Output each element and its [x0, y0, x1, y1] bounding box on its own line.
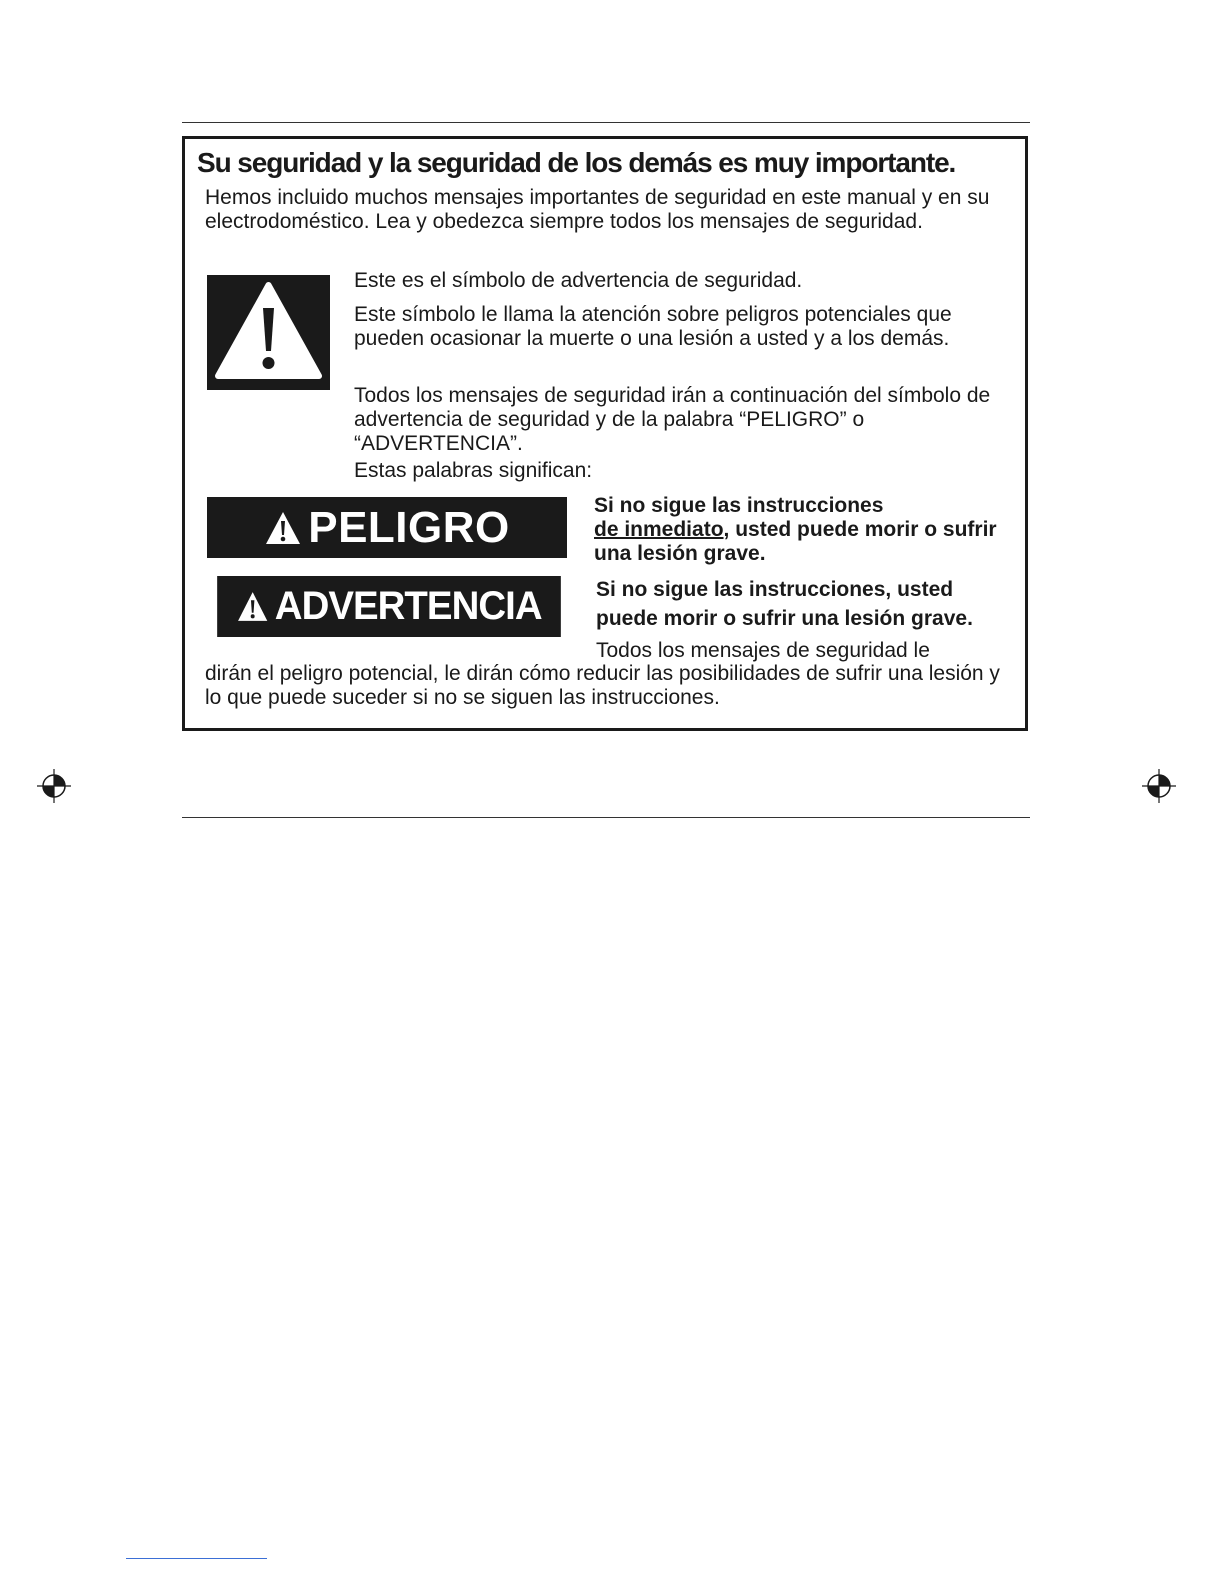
registration-mark-icon — [1142, 769, 1176, 803]
registration-mark-icon — [37, 769, 71, 803]
closing-text-start: Todos los mensajes de seguridad le — [596, 639, 930, 662]
symbol-text-2: Este símbolo le llama la atención sobre peligros potenciales que pueden ocasionar la muerte o una lesión a usted y a los demás. — [354, 303, 952, 350]
warning-signal-word — [217, 576, 561, 637]
danger-desc-prefix: Si no sigue las instrucciones — [594, 494, 884, 517]
warning-label: ADVERTENCIA — [274, 584, 542, 628]
bottom-rule — [182, 817, 1030, 818]
danger-desc-underlined: de inmediato — [594, 518, 724, 541]
safety-intro: Hemos incluido muchos mensajes importantes de seguridad en este manual y en su electrodoméstico. Lea y obedezca siempre todos los mensajes de seguridad. — [205, 186, 990, 233]
symbol-text-1: Este es el símbolo de advertencia de seguridad. — [354, 269, 803, 292]
danger-alert-icon — [264, 510, 302, 546]
warning-alert-icon — [236, 590, 269, 623]
danger-desc-suffix: , usted puede morir o sufrir una lesión grave. — [594, 518, 997, 565]
danger-description — [594, 494, 1014, 566]
danger-signal-word — [207, 497, 567, 558]
warning-description: Si no sigue las instrucciones, usted puede morir o sufrir una lesión grave. — [596, 578, 973, 630]
symbol-text-3: Todos los mensajes de seguridad irán a continuación del símbolo de advertencia de seguridad y de la palabra “PELIGRO” o “ADVERTENCIA”. — [354, 384, 991, 455]
danger-label: PELIGRO — [308, 502, 510, 552]
safety-box — [182, 136, 1028, 731]
footer-rule — [126, 1558, 267, 1559]
symbol-text-4: Estas palabras significan: — [354, 459, 593, 482]
safety-title: Su seguridad y la seguridad de los demás es muy importante. — [197, 147, 956, 178]
closing-text-rest: dirán el peligro potencial, le dirán cómo reducir las posibilidades de sufrir una lesión y lo que puede suceder si no se siguen las instrucciones. — [205, 662, 1000, 709]
top-rule — [182, 122, 1030, 123]
safety-alert-triangle-icon — [207, 275, 330, 390]
